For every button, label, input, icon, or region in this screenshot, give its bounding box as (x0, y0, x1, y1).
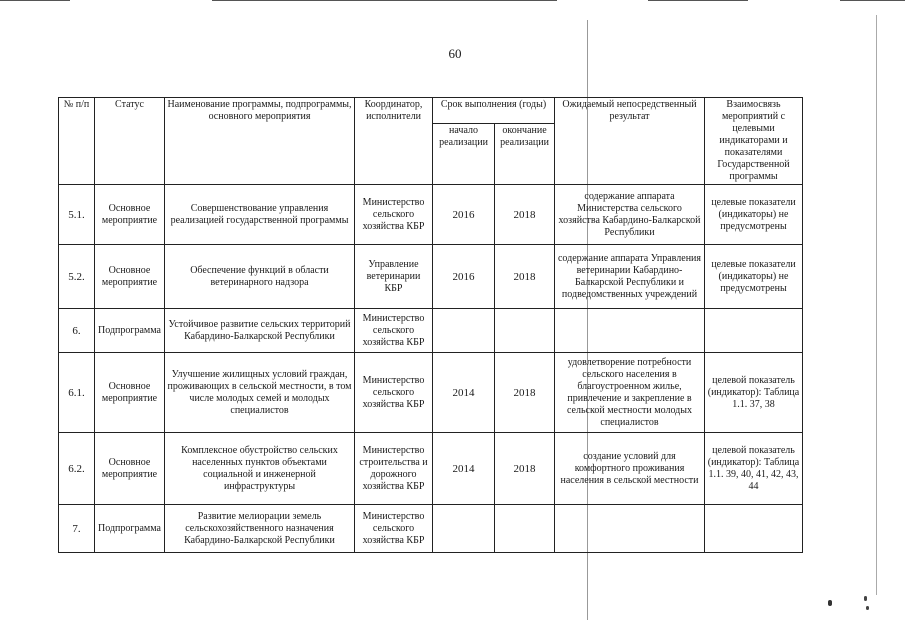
header-link: Взаимосвязь мероприятий с целевыми индикаторами и показателями Государственной программы (705, 98, 803, 185)
row-end: 2018 (495, 245, 555, 309)
row-status: Основное мероприятие (95, 353, 165, 433)
row-end: 2018 (495, 353, 555, 433)
header-num: № п/п (59, 98, 95, 185)
row-num: 5.2. (59, 245, 95, 309)
row-result: содержание аппарата Управления ветеринарии Кабардино-Балкарской Республики и подведомственных учреждений (555, 245, 705, 309)
table-header-row (59, 98, 803, 124)
row-name: Устойчивое развитие сельских территорий Кабардино-Балкарской Республики (165, 309, 355, 353)
row-end (495, 309, 555, 353)
row-result: создание условий для комфортного проживания населения в сельской местности (555, 433, 705, 505)
row-coordinator: Министерство сельского хозяйства КБР (355, 309, 433, 353)
row-start (433, 309, 495, 353)
row-start: 2016 (433, 245, 495, 309)
row-link: целевые показатели (индикаторы) не предусмотрены (705, 245, 803, 309)
row-num: 5.1. (59, 185, 95, 245)
row-name: Развитие мелиорации земель сельскохозяйственного назначения Кабардино-Балкарской Республики (165, 505, 355, 553)
row-name: Комплексное обустройство сельских населенных пунктов объектами социальной и инженерной инфраструктуры (165, 433, 355, 505)
page-number: 60 (448, 46, 462, 61)
row-start: 2014 (433, 433, 495, 505)
header-coordinator: Координатор, исполнители (355, 98, 433, 185)
row-num: 6. (59, 309, 95, 353)
row-status: Подпрограмма (95, 505, 165, 553)
header-start: начало реализации (433, 124, 495, 185)
header-name: Наименование программы, подпрограммы, основного мероприятия (165, 98, 355, 185)
row-coordinator: Управление ветеринарии КБР (355, 245, 433, 309)
row-link: целевой показатель (индикатор): Таблица 1.1. 39, 40, 41, 42, 43, 44 (705, 433, 803, 505)
row-num: 6.2. (59, 433, 95, 505)
row-link: целевой показатель (индикатор): Таблица 1.1. 37, 38 (705, 353, 803, 433)
header-status: Статус (95, 98, 165, 185)
scan-speck (864, 596, 867, 601)
header-period: Срок выполнения (годы) (433, 98, 555, 124)
row-start: 2014 (433, 353, 495, 433)
row-link (705, 505, 803, 553)
row-num: 7. (59, 505, 95, 553)
row-status: Подпрограмма (95, 309, 165, 353)
row-coordinator: Министерство сельского хозяйства КБР (355, 353, 433, 433)
row-coordinator: Министерство строительства и дорожного хозяйства КБР (355, 433, 433, 505)
row-end: 2018 (495, 185, 555, 245)
row-num: 6.1. (59, 353, 95, 433)
row-start (433, 505, 495, 553)
scan-speck (866, 606, 869, 610)
row-link (705, 309, 803, 353)
row-status: Основное мероприятие (95, 245, 165, 309)
program-table (58, 97, 803, 553)
table-row (59, 353, 803, 433)
row-name: Обеспечение функций в области ветеринарного надзора (165, 245, 355, 309)
table-row (59, 433, 803, 505)
row-result (555, 309, 705, 353)
row-name: Совершенствование управления реализацией государственной программы (165, 185, 355, 245)
table-row (59, 245, 803, 309)
row-end (495, 505, 555, 553)
table-row (59, 309, 803, 353)
scan-top-line-far-right (840, 0, 905, 1)
row-result: удовлетворение потребности сельского населения в благоустроенном жилье, привлечение и закрепление в сельской местности молодых специалистов (555, 353, 705, 433)
row-status: Основное мероприятие (95, 433, 165, 505)
scan-right-edge-line (876, 15, 877, 595)
row-link: целевые показатели (индикаторы) не предусмотрены (705, 185, 803, 245)
row-name: Улучшение жилищных условий граждан, проживающих в сельской местности, в том числе молодых семей и молодых специалистов (165, 353, 355, 433)
header-end: окончание реализации (495, 124, 555, 185)
scan-speck (828, 600, 832, 606)
row-result (555, 505, 705, 553)
row-status: Основное мероприятие (95, 185, 165, 245)
scan-top-line-left (0, 0, 70, 1)
row-end: 2018 (495, 433, 555, 505)
row-result: содержание аппарата Министерства сельского хозяйства Кабардино-Балкарской Республики (555, 185, 705, 245)
table-row (59, 505, 803, 553)
scan-top-line-right (648, 0, 748, 1)
row-start: 2016 (433, 185, 495, 245)
table-row (59, 185, 803, 245)
row-coordinator: Министерство сельского хозяйства КБР (355, 505, 433, 553)
header-result: Ожидаемый непосредственный результат (555, 98, 705, 185)
row-coordinator: Министерство сельского хозяйства КБР (355, 185, 433, 245)
scan-top-line-mid (212, 0, 557, 1)
